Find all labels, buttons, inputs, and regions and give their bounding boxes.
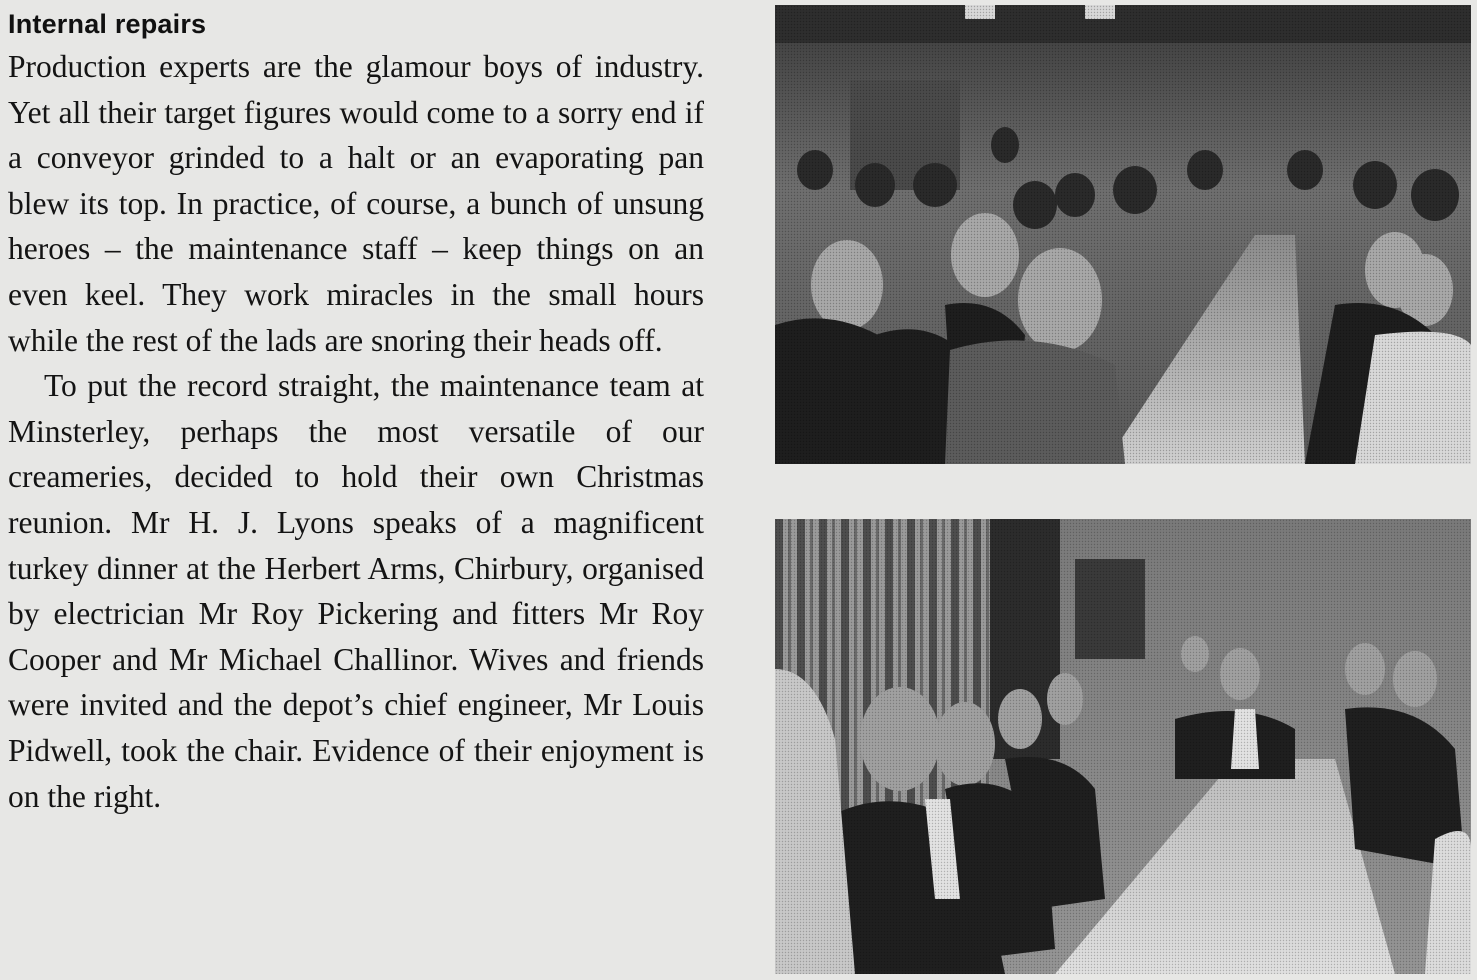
article-paragraph-2: To put the record straight, the maintenance team at Minsterley, perhaps the most versatile of our creameries, decided to hold their own Christmas reunion. Mr H. J. Lyons speaks of a magnificent turkey dinner at the Herbert Arms, Chirbury, organised by electrician Mr Roy Pickering and fitters Mr Roy Cooper and Mr Michael Challinor. Wives and friends were invited and the depot’s chief engineer, Mr Louis Pidwell, took the chair. Evidence of their enjoyment is on the right. xyxy=(8,368,704,814)
photo-image xyxy=(775,519,1471,974)
photo-dinner-guests-top xyxy=(775,5,1471,464)
article-headline: Internal repairs xyxy=(8,9,207,39)
photo-image xyxy=(775,5,1471,464)
article-paragraph-1: Production experts are the glamour boys of industry. Yet all their target figures would come to a sorry end if a conveyor grinded to a halt or an evaporating pan blew its top. In practice, of course, a bunch of unsung heroes – the maintenance staff – keep things on an even keel. They work miracles in the small hours while the rest of the lads are snoring their heads off. xyxy=(8,49,704,358)
article-column xyxy=(8,4,704,819)
photo-dinner-guests-bottom xyxy=(775,519,1471,974)
